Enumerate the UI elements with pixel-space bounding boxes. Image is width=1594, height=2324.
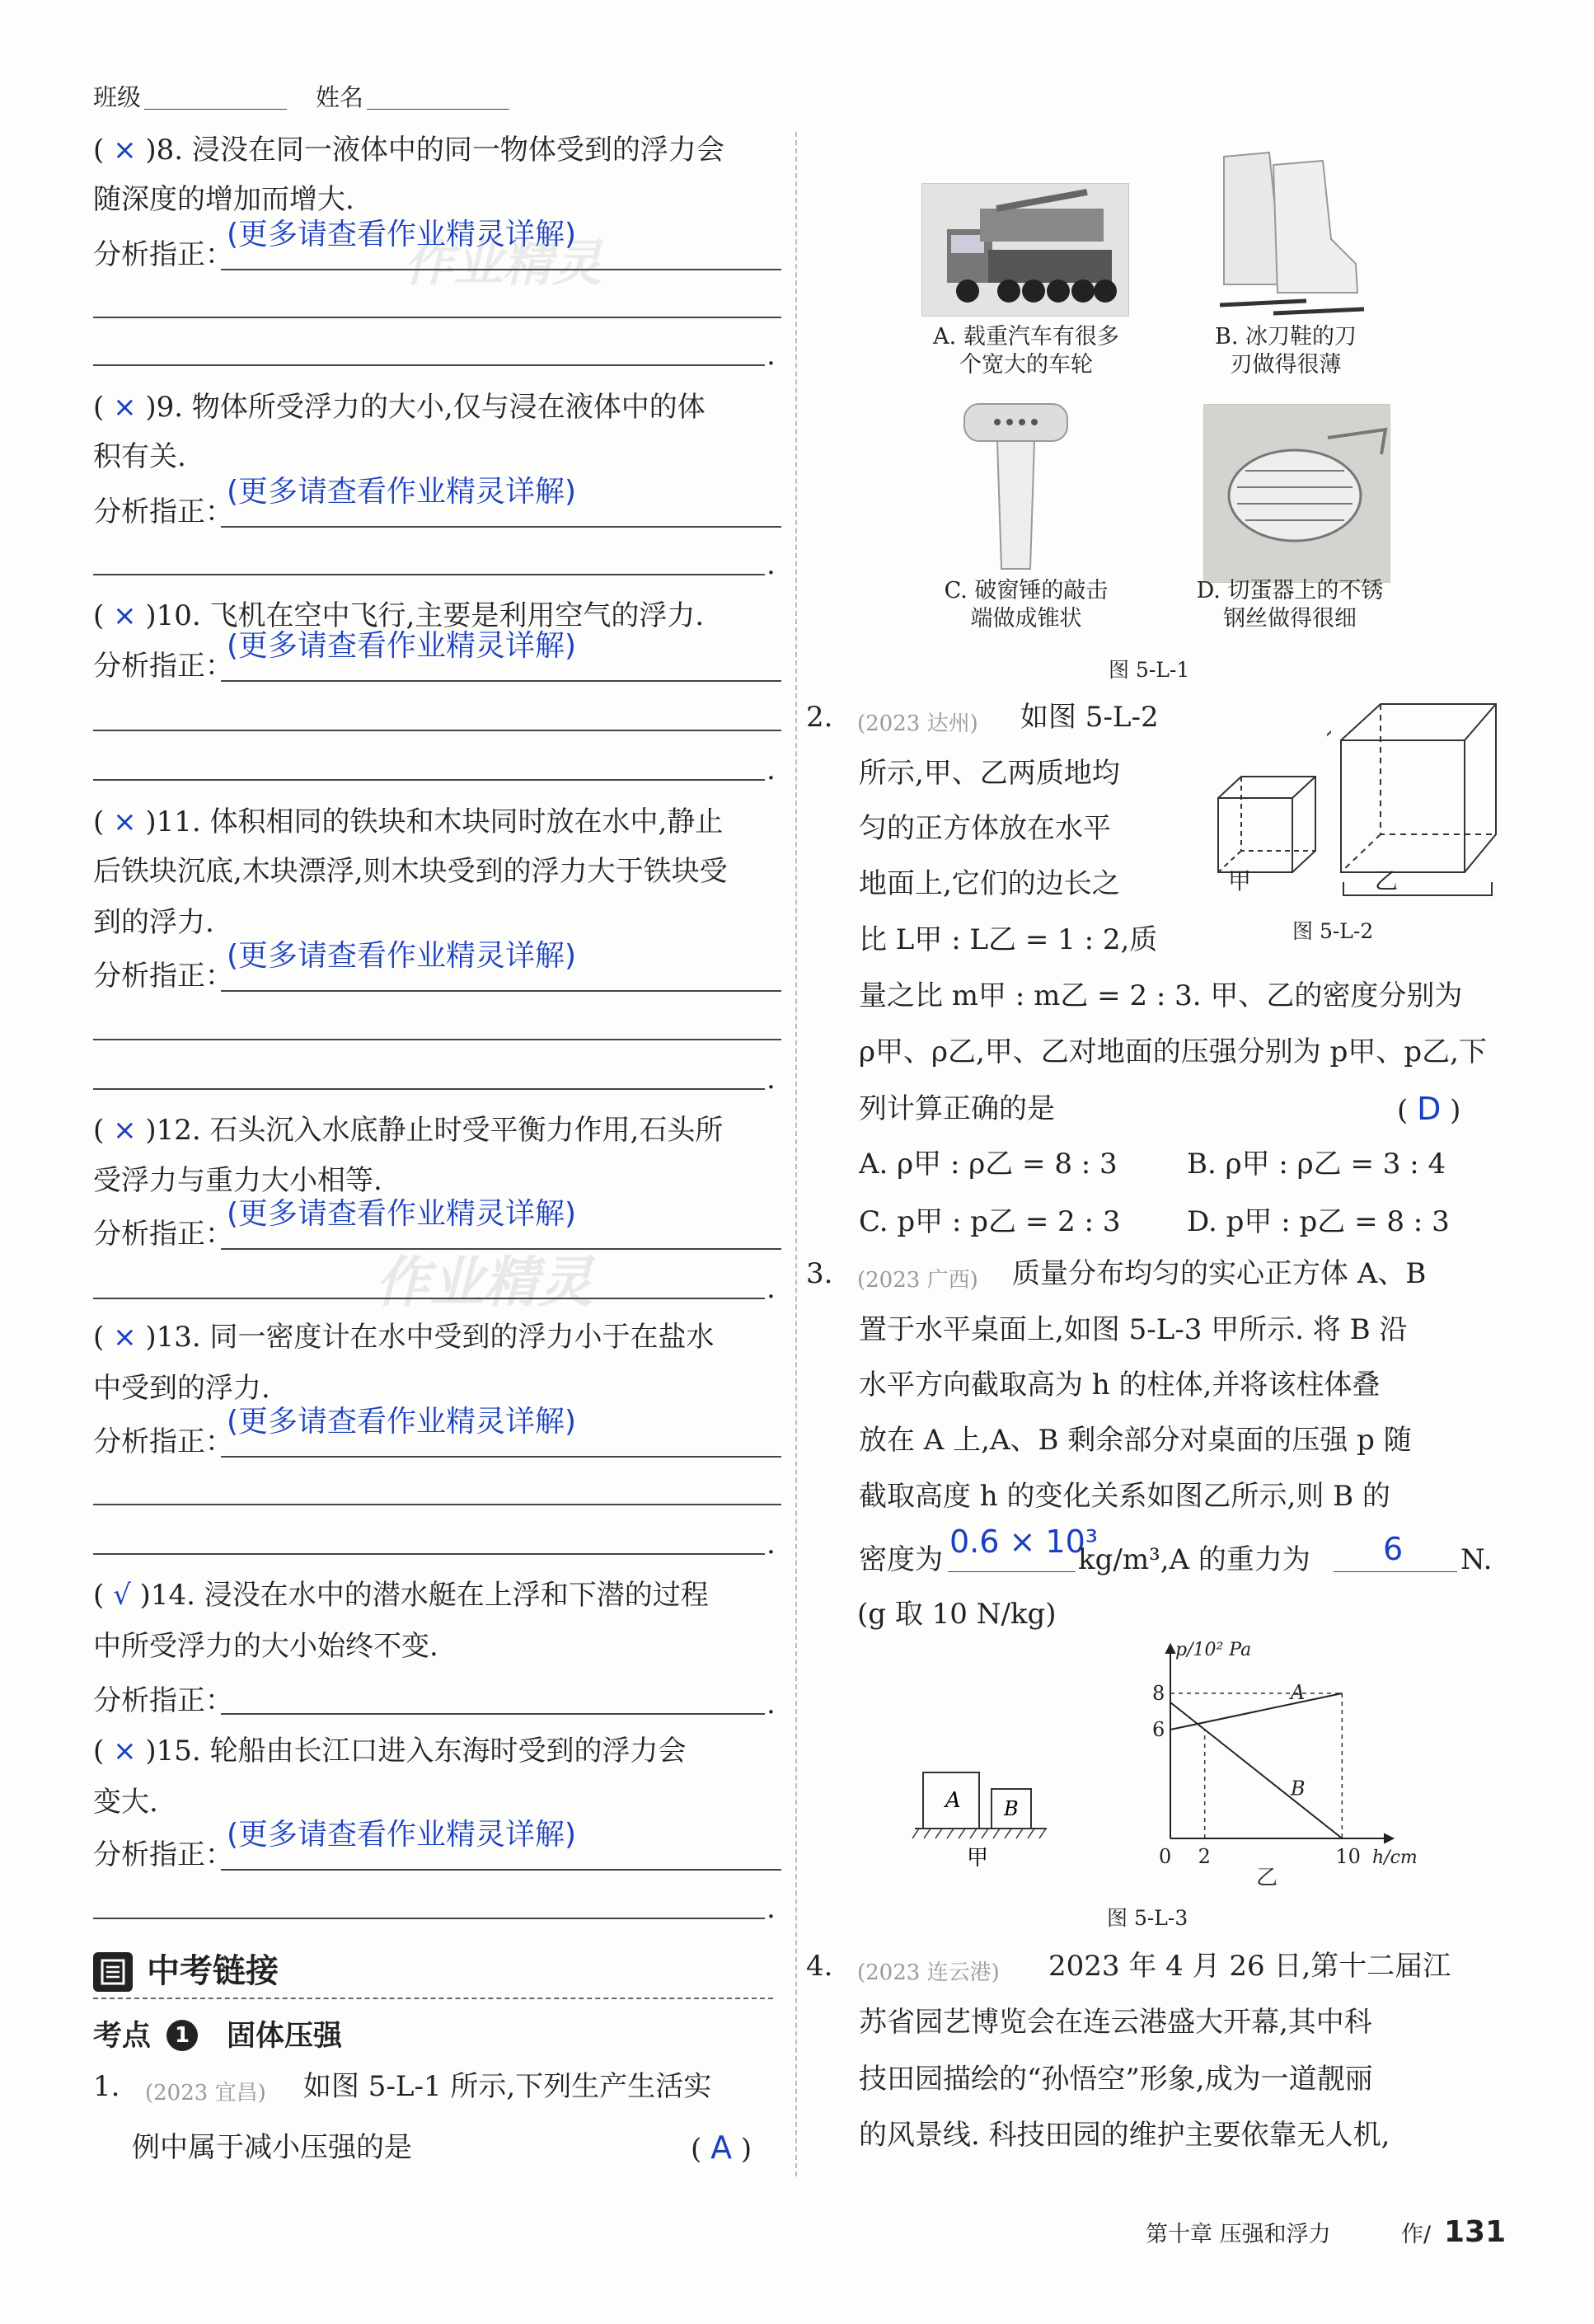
answer-line[interactable] — [221, 1869, 781, 1871]
more-hint[interactable]: (更多请查看作业精灵详解) — [227, 218, 577, 251]
answer-line[interactable] — [93, 574, 765, 575]
pressure-chart — [1092, 1640, 1418, 1890]
item-9: ( × )9. 物体所受浮力的大小,仅与浸在液体中的体 — [93, 391, 706, 424]
section-title: 中考链接 — [147, 1952, 279, 1990]
q4-line: 的风景线. 科技田园的维护主要依靠无人机, — [859, 2119, 1390, 2152]
analysis-label: 分析指正： — [93, 238, 233, 271]
more-hint[interactable]: (更多请查看作业精灵详解) — [227, 475, 577, 509]
answer-line[interactable] — [93, 1298, 765, 1299]
q2-line: 如图 5-L-2 — [1020, 701, 1159, 734]
q2-source: (2023 达州) — [857, 711, 978, 736]
item-15-line2: 变大. — [93, 1786, 158, 1819]
q3-line7: (g 取 10 N/kg) — [857, 1598, 1057, 1631]
cube-jia-label: 甲 — [1228, 867, 1252, 894]
column-divider — [795, 132, 797, 2176]
answer-line[interactable] — [93, 1088, 765, 1090]
name-field[interactable] — [367, 109, 509, 110]
item-13: ( × )13. 同一密度计在水中受到的浮力小于在盐水 — [93, 1321, 715, 1354]
q2-number: 2. — [806, 701, 833, 734]
cube-jia-figure — [1212, 693, 1327, 882]
q2-option-b: B. ρ甲 : ρ乙 = 3 : 4 — [1187, 1148, 1446, 1181]
q2-option-a: A. ρ甲 : ρ乙 = 8 : 3 — [859, 1148, 1118, 1181]
q3-line6b: kg/m³,A 的重力为 — [1078, 1543, 1310, 1576]
page-number: 131 — [1444, 2215, 1507, 2249]
period: . — [767, 1528, 776, 1561]
class-field[interactable] — [144, 109, 287, 110]
q1-number: 1. — [93, 2070, 120, 2103]
fig1-caption-b: B. 冰刀鞋的刀 刃做得很薄 — [1214, 324, 1357, 378]
period: . — [767, 1892, 776, 1925]
q1-answer-bracket: ( A ) — [691, 2129, 752, 2166]
answer-line[interactable] — [221, 990, 781, 992]
footer-zuo: 作/ — [1401, 2222, 1432, 2247]
answer-line[interactable] — [221, 1248, 781, 1250]
item-14-line2: 中所受浮力的大小始终不变. — [93, 1630, 438, 1663]
q3-line: 质量分布均匀的实心正方体 A、B — [1012, 1257, 1427, 1290]
hammer-photo — [960, 400, 1071, 577]
footer-chapter: 第十章 压强和浮力 — [1146, 2222, 1331, 2247]
item-13-line2: 中受到的浮力. — [93, 1372, 270, 1405]
answer-line[interactable] — [221, 1456, 781, 1458]
analysis-label: 分析指正： — [93, 960, 233, 993]
item-11: ( × )11. 体积相同的铁块和木块同时放在水中,静止 — [93, 805, 724, 838]
item-8-line2: 随深度的增加而增大. — [93, 183, 354, 216]
fig1-caption-d: D. 切蛋器上的不锈 钢丝做得很细 — [1196, 578, 1384, 631]
q2-option-c: C. p甲 : p乙 = 2 : 3 — [859, 1205, 1121, 1238]
q2-line: 量之比 m甲 : m乙 = 2 : 3. 甲、乙的密度分别为 — [859, 979, 1463, 1012]
truck-photo — [921, 183, 1129, 317]
fig1-caption-c: C. 破窗锤的敲击 端做成锥状 — [944, 578, 1109, 631]
analysis-label: 分析指正： — [93, 495, 233, 528]
blocks-figure — [911, 1764, 1067, 1871]
q4-line: 2023 年 4 月 26 日,第十二届江 — [1048, 1950, 1451, 1983]
q3-answer-gravity[interactable]: 6 — [1383, 1531, 1404, 1567]
item-9-line2: 积有关. — [93, 440, 186, 473]
item-11-line3: 到的浮力. — [93, 906, 214, 939]
watermark: 作业精灵 — [404, 235, 602, 293]
class-label: 班级 — [93, 83, 142, 111]
q4-line: 技田园描绘的“孙悟空”形象,成为一道靓丽 — [859, 2063, 1373, 2096]
period: . — [767, 339, 776, 372]
name-label: 姓名 — [316, 83, 364, 111]
answer-line[interactable] — [221, 1713, 765, 1715]
cube-yi-figure — [1331, 693, 1508, 882]
answer-line[interactable] — [93, 1918, 765, 1919]
item-14: ( √ )14. 浸没在水中的潜水艇在上浮和下潜的过程 — [93, 1579, 709, 1612]
kaodian-number: 1 — [166, 2020, 198, 2051]
watermark: 作业精灵 — [375, 1251, 593, 1314]
y-axis-label: p/10² Pa — [1175, 1640, 1252, 1660]
answer-line[interactable] — [93, 730, 781, 731]
q2-line: 所示,甲、乙两质地均 — [859, 757, 1120, 790]
q3-number: 3. — [806, 1257, 833, 1290]
x-axis-label: h/cm — [1372, 1847, 1418, 1868]
more-hint[interactable]: (更多请查看作业精灵详解) — [227, 1405, 577, 1439]
answer-line[interactable] — [93, 364, 765, 366]
item-10: ( × )10. 飞机在空中飞行,主要是利用空气的浮力. — [93, 599, 705, 632]
x-axis-arrow — [1385, 1834, 1393, 1843]
answer-line[interactable] — [221, 269, 781, 270]
q1-line2: 例中属于减小压强的是 — [132, 2131, 412, 2164]
analysis-label: 分析指正： — [93, 1838, 233, 1871]
q2-option-d: D. p甲 : p乙 = 8 : 3 — [1187, 1205, 1450, 1238]
period: . — [767, 1688, 776, 1721]
series-label-a: A — [1290, 1681, 1306, 1705]
subfig-jia-label: 甲 — [967, 1846, 989, 1871]
period: . — [767, 1272, 776, 1305]
analysis-label: 分析指正： — [93, 650, 233, 683]
series-line-b — [1170, 1702, 1342, 1838]
x-tick-label: 0 — [1159, 1845, 1172, 1868]
answer-line[interactable] — [93, 1553, 765, 1555]
more-hint[interactable]: (更多请查看作业精灵详解) — [227, 1197, 577, 1231]
q4-number: 4. — [806, 1950, 833, 1983]
answer-line[interactable] — [221, 526, 781, 528]
series-label-b: B — [1290, 1777, 1306, 1801]
y-tick-label: 6 — [1152, 1718, 1165, 1741]
egg-cutter-photo — [1203, 404, 1390, 583]
answer-line[interactable] — [93, 317, 781, 318]
q3-line: 截取高度 h 的变化关系如图乙所示,则 B 的 — [859, 1480, 1390, 1513]
period: . — [767, 548, 776, 581]
book-icon — [93, 1952, 133, 1992]
answer-line[interactable] — [93, 1504, 781, 1505]
answer-line[interactable] — [221, 680, 781, 682]
q3-line6a: 密度为 — [859, 1543, 943, 1576]
q3-blank1[interactable] — [948, 1571, 1076, 1572]
fig3-label: 图 5-L-3 — [1107, 1906, 1188, 1930]
analysis-label: 分析指正： — [93, 1218, 233, 1251]
q4-source: (2023 连云港) — [857, 1960, 1000, 1985]
q3-blank2[interactable] — [1334, 1571, 1457, 1572]
y-axis-arrow — [1166, 1645, 1174, 1653]
block-b-label: B — [1004, 1797, 1019, 1820]
kaodian-title: 固体压强 — [227, 2020, 343, 2053]
q3-line: 放在 A 上,A、B 剩余部分对桌面的压强 p 随 — [859, 1424, 1412, 1457]
period: . — [767, 754, 776, 786]
item-12-line2: 受浮力与重力大小相等. — [93, 1164, 382, 1197]
item-11-line2: 后铁块沉底,木块漂浮,则木块受到的浮力大于铁块受 — [93, 855, 728, 888]
more-hint[interactable]: (更多请查看作业精灵详解) — [227, 629, 577, 663]
fig2-label: 图 5-L-2 — [1292, 919, 1374, 943]
q2-line: 比 L甲 : L乙 = 1 : 2,质 — [859, 923, 1158, 956]
answer-line[interactable] — [93, 779, 765, 781]
more-hint[interactable]: (更多请查看作业精灵详解) — [227, 939, 577, 973]
analysis-label: 分析指正： — [93, 1684, 233, 1717]
fig1-label: 图 5-L-1 — [1109, 658, 1190, 682]
block-a-label: A — [945, 1788, 961, 1813]
q1-source: (2023 宜昌) — [145, 2081, 266, 2106]
q2-line: 匀的正方体放在水平 — [859, 812, 1111, 845]
subfig-yi-label: 乙 — [1256, 1866, 1278, 1890]
q2-line: ρ甲、ρ乙,甲、乙对地面的压强分别为 p甲、p乙,下 — [859, 1035, 1487, 1068]
q2-line: 列计算正确的是 — [859, 1092, 1055, 1125]
item-15: ( × )15. 轮船由长江口进入东海时受到的浮力会 — [93, 1735, 687, 1768]
q3-line6c: N. — [1460, 1543, 1493, 1576]
fig1-caption-a: A. 载重汽车有很多 个宽大的车轮 — [933, 324, 1119, 378]
q3-answer-density[interactable]: 0.6 × 10³ — [949, 1524, 1099, 1560]
item-12: ( × )12. 石头沉入水底静止时受平衡力作用,石头所 — [93, 1114, 724, 1147]
period: . — [767, 1063, 776, 1096]
cube-yi-label: 乙 — [1375, 867, 1399, 894]
item-8: ( × )8. 浸没在同一液体中的同一物体受到的浮力会 — [93, 134, 724, 167]
y-tick-label: 8 — [1152, 1682, 1165, 1705]
answer-line[interactable] — [93, 1039, 781, 1040]
q3-line: 置于水平桌面上,如图 5-L-3 甲所示. 将 B 沿 — [859, 1313, 1408, 1346]
analysis-label: 分析指正： — [93, 1425, 233, 1458]
q3-source: (2023 广西) — [857, 1268, 978, 1293]
q1-answer[interactable]: A — [710, 2129, 733, 2166]
q4-line: 苏省园艺博览会在连云港盛大开幕,其中科 — [859, 2006, 1372, 2039]
q1-line1: 如图 5-L-1 所示,下列生产生活实 — [303, 2070, 712, 2103]
ice-skates-photo — [1199, 140, 1376, 322]
series-line-a — [1170, 1693, 1342, 1730]
x-tick-label: 10 — [1335, 1845, 1361, 1868]
kaodian-label: 考点 — [93, 2020, 152, 2053]
q2-answer-bracket: ( D ) — [1397, 1091, 1461, 1127]
section-divider — [93, 1998, 773, 1999]
q2-answer[interactable]: D — [1417, 1091, 1442, 1127]
q3-line: 水平方向截取高为 h 的柱体,并将该柱体叠 — [859, 1369, 1381, 1401]
more-hint[interactable]: (更多请查看作业精灵详解) — [227, 1818, 577, 1852]
x-tick-label: 2 — [1198, 1845, 1211, 1868]
q2-line: 地面上,它们的边长之 — [859, 867, 1120, 900]
